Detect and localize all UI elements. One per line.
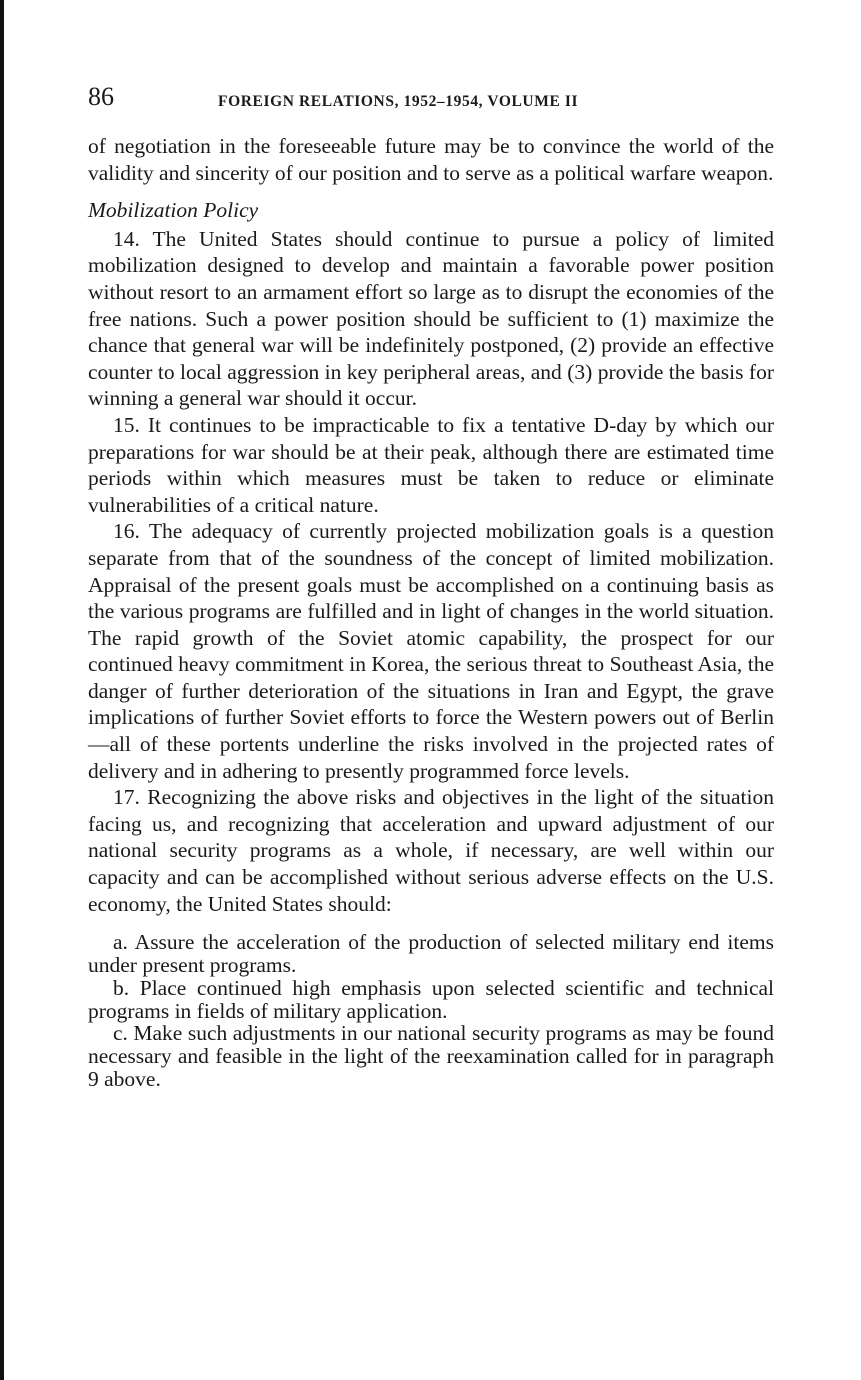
list-item-a: a. Assure the acceleration of the production of selected military end items under present programs. xyxy=(88,930,774,978)
running-title: FOREIGN RELATIONS, 1952–1954, VOLUME II xyxy=(218,93,579,110)
body-text xyxy=(88,133,774,917)
list-item-b: b. Place continued high emphasis upon selected scientific and technical programs in fields of military application. xyxy=(88,975,774,1023)
page-number: 86 xyxy=(88,82,114,111)
scan-left-edge xyxy=(0,0,4,1380)
paragraph-16: 16. The adequacy of currently projected mobilization goals is a question separate from that of the soundness of the concept of limited mobilization. Appraisal of the present goals must be accomplished on a continuing basis as the various programs are fulfilled and in light of changes in the world situation. The rapid growth of the Soviet atomic capability, the prospect for our continued heavy commitment in Korea, the serious threat to Southeast Asia, the danger of further deterioration of the situations in Iran and Egypt, the grave implications of further Soviet efforts to force the Western powers out of Berlin—all of these portents underline the risks involved in the projected rates of delivery and in adhering to presently programmed force levels. xyxy=(88,519,774,783)
section-heading: Mobilization Policy xyxy=(88,198,259,223)
paragraph-15: 15. It continues to be impracticable to fix a tentative D-day by which our preparations for war should be at their peak, although there are estimated time periods within which measures must be taken to reduce or eliminate vulnerabilities of a critical nature. xyxy=(88,412,774,517)
paragraph-14: 14. The United States should continue to pursue a policy of limited mobilization designed to develop and maintain a favorable power position without resort to an armament effort so large as to disrupt the economies of the free nations. Such a power position should be sufficient to (1) maximize the chance that general war will be indefinitely postponed, (2) provide an effective counter to local aggression in key peripheral areas, and (3) provide the basis for winning a general war should it occur. xyxy=(88,226,774,411)
continued-paragraph: of negotiation in the foreseeable future may be to convince the world of the validity and sincerity of our position and to serve as a political warfare weapon. xyxy=(88,134,774,185)
document-page xyxy=(88,82,774,1091)
recommendation-list xyxy=(88,931,774,1091)
paragraph-17: 17. Recognizing the above risks and objectives in the light of the situation facing us, and recognizing that acceleration and upward adjustment of our national security programs as a whole, if necessary, are well within our capacity and can be accomplished without serious adverse effects on the U.S. economy, the United States should: xyxy=(88,785,774,916)
page-header xyxy=(88,82,774,122)
list-item-c: c. Make such adjustments in our national security programs as may be found necessary and feasible in the light of the reexamination called for in paragraph 9 above. xyxy=(88,1021,774,1091)
